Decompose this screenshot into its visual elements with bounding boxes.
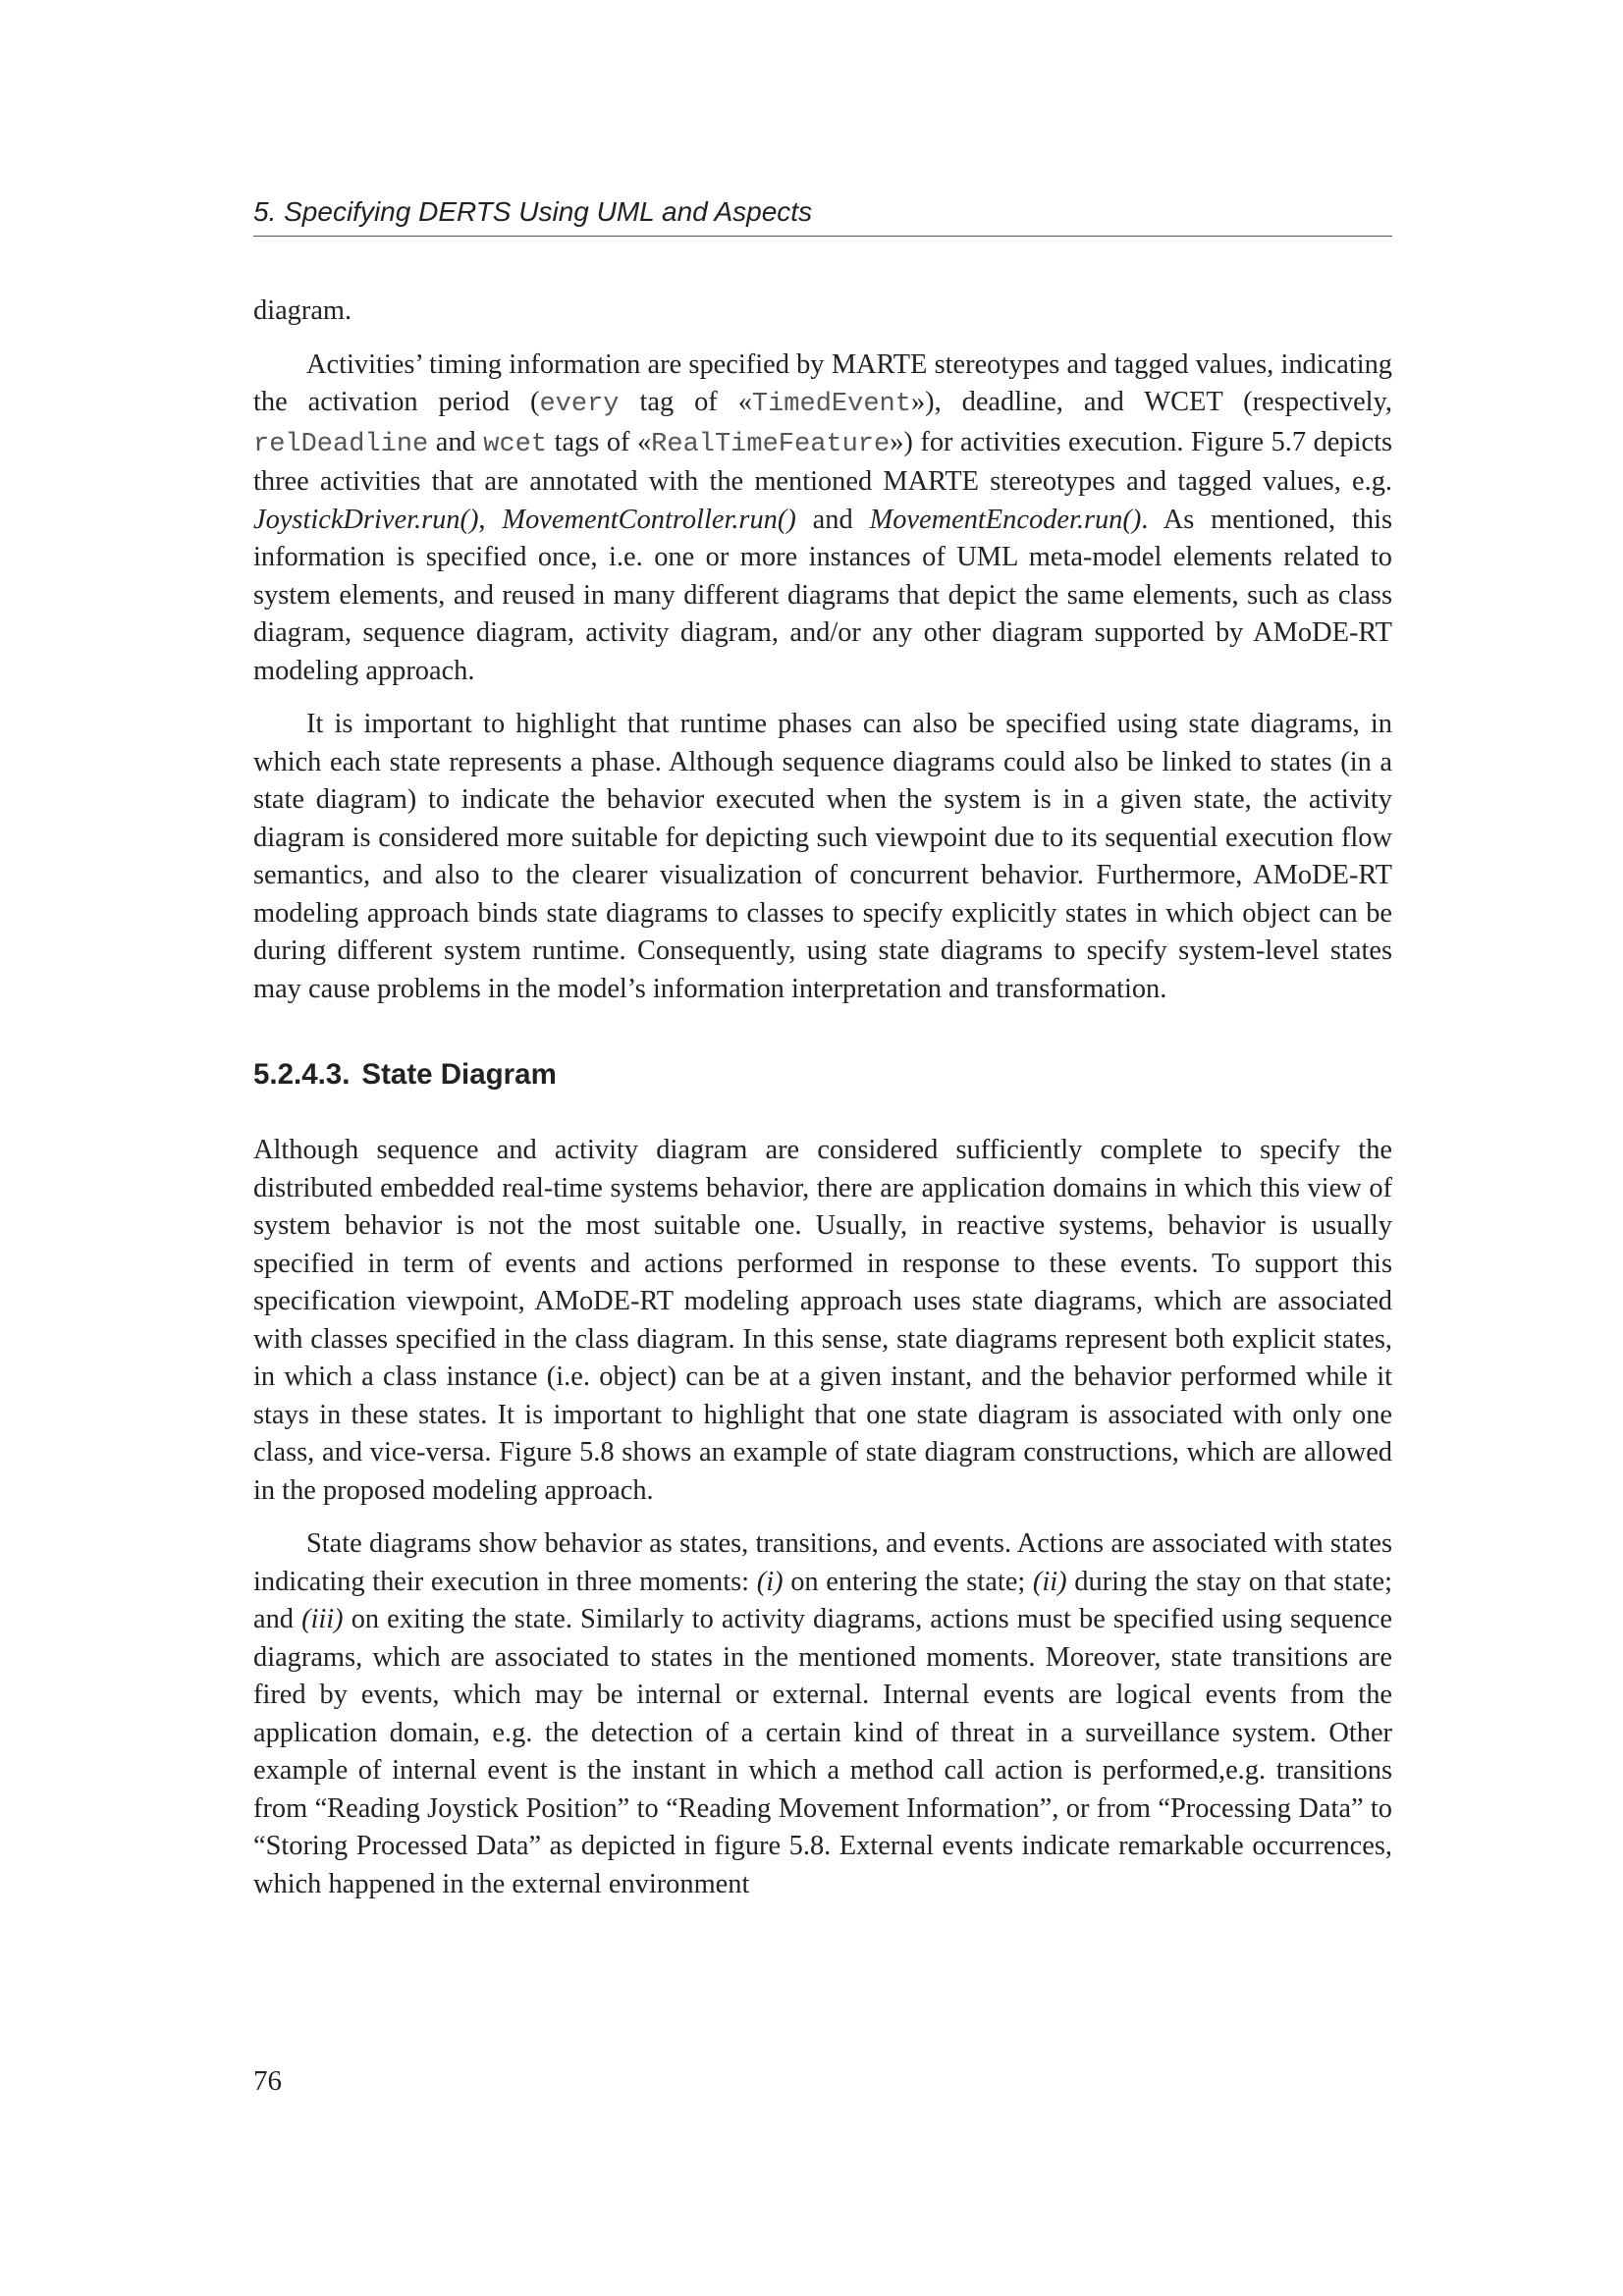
paragraph-states-transitions-events [253, 1525, 1392, 1903]
text-run: tags of « [547, 426, 652, 457]
text-run: on entering the state; [783, 1566, 1033, 1597]
text-run: tag of « [619, 387, 752, 417]
italic-enumerator-iii: (iii) [301, 1604, 344, 1634]
paragraph-timing-information [253, 347, 1392, 691]
code-timedevent: TimedEvent [751, 390, 911, 419]
text-run: , [478, 504, 503, 535]
italic-movementcontroller-run: MovementController.run() [502, 504, 796, 535]
page-number: 76 [253, 2065, 282, 2097]
text-run: State diagrams show behavior as states, transitions, and events. Actions are associated with states indicating their execution in three moments: [253, 1528, 1392, 1597]
italic-enumerator-ii: (ii) [1032, 1566, 1067, 1597]
code-realtimefeature: RealTimeFeature [651, 429, 891, 459]
code-reldeadline: relDeadline [253, 429, 429, 459]
italic-enumerator-i: (i) [756, 1566, 784, 1597]
italic-movementencoder-run: MovementEncoder.run() [869, 504, 1142, 535]
paragraph-continuation: diagram. [253, 295, 352, 326]
paragraph-runtime-phases: It is important to highlight that runtime phases can also be specified using state diagrams, in which each state represents a phase. Although sequence diagrams could also be linked to states (in a state diagram) to indicate the behavior executed when the system is in a given state, the activity diagram is considered more suitable for depicting such viewpoint due to its sequential execution flow semantics, and also to the clearer visualization of concurrent behavior. Furthermore, AMoDE-RT modeling approach binds state diagrams to classes to specify explicitly states in which object can be during different system runtime. Consequently, using state diagrams to specify system-level states may cause problems in the model’s information interpretation and transformation. [253, 709, 1392, 1004]
text-run: and [428, 426, 484, 457]
section-title: State Diagram [361, 1058, 557, 1091]
running-header: 5. Specifying DERTS Using UML and Aspects [253, 196, 813, 227]
paragraph-state-diagram-intro: Although sequence and activity diagram are considered sufficiently complete to specify the distributed embedded real-time systems behavior, there are application domains in which this view of system behavior is not the most suitable one. Usually, in reactive systems, behavior is usually specified in term of events and actions performed in response to these events. To support this specification viewpoint, AMoDE-RT modeling approach uses state diagrams, which are associated with classes specified in the class diagram. In this sense, state diagrams represent both explicit states, in which a class instance (i.e. object) can be at a given instant, and the behavior performed while it stays in these states. It is important to highlight that one state diagram is associated with only one class, and vice-versa. Figure 5.8 shows an example of state diagram constructions, which are allowed in the proposed modeling approach. [253, 1135, 1392, 1506]
text-run: Activities’ timing information are specified by MARTE stereotypes and tagged values, indicating the activation period ( [253, 348, 1392, 417]
italic-joystickdriver-run: JoystickDriver.run() [253, 504, 479, 535]
code-wcet: wcet [483, 429, 548, 459]
text-run: during the stay on that state; and [253, 1566, 1393, 1634]
text-run: ») for activities execution. Figure 5.7 depicts three activities that are annotated with the mentioned MARTE stereotypes and tagged values, e.g. [253, 426, 1393, 497]
body-text [253, 293, 1392, 1919]
text-run: . As mentioned, this information is specified once, i.e. one or more instances of UML meta-model elements related to system elements, and reused in many different diagrams that depict the same elements, such as class diagram, sequence diagram, activity diagram, and/or any other diagram supported by AMoDE-RT modeling approach. [253, 504, 1393, 686]
text-run: and [795, 504, 870, 535]
text-run: »), deadline, and WCET (respectively, [910, 387, 1393, 417]
section-number: 5.2.4.3. [253, 1058, 351, 1091]
code-every: every [539, 390, 620, 419]
section-heading [253, 1055, 1392, 1095]
text-run: on exiting the state. Similarly to activity diagrams, actions must be specified using sequence diagrams, which are associated to states in the mentioned moments. Moreover, state transitions are fired by events, which may be internal or external. Internal events are logical events from the application domain, e.g. the detection of a certain kind of threat in a surveillance system. Other example of internal event is the instant in which a method call action is performed,e.g. transitions from “Reading Joystick Position” to “Reading Movement Information”, or from “Processing Data” to “Storing Processed Data” as depicted in figure 5.8. External events indicate remarkable occurrences, which happened in the external environment [253, 1604, 1393, 1899]
header-rule [253, 236, 1392, 237]
